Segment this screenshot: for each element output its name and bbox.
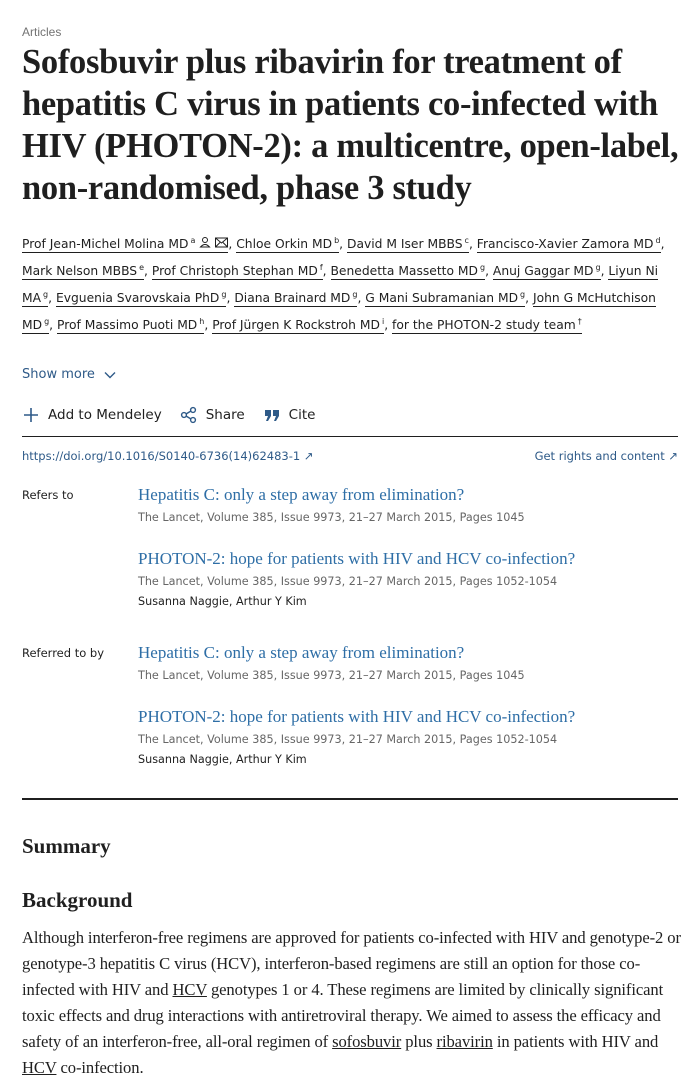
related-article-link[interactable]: Hepatitis C: only a step away from elimination? — [138, 643, 465, 662]
related-article-link[interactable]: PHOTON-2: hope for patients with HIV and HCV co-infection? — [138, 707, 576, 726]
term-link-hcv[interactable]: HCV — [22, 1058, 57, 1077]
show-more-button[interactable]: Show more — [22, 367, 117, 382]
author-link[interactable]: Prof Jürgen K Rockstroh MD $^i$ — [212, 317, 385, 332]
chevron-down-icon — [103, 368, 117, 382]
related-article-meta: The Lancet, Volume 385, Issue 9973, 21–27 March 2015, Pages 1052-1054 — [138, 733, 558, 746]
external-link-icon: ↗ — [303, 449, 314, 463]
author-link[interactable]: Evguenia Svarovskaia PhD $^g$ — [55, 290, 227, 305]
author-link[interactable]: Chloe Orkin MD $^b$ — [236, 236, 340, 251]
share-button[interactable]: Share — [180, 406, 245, 424]
author-link[interactable]: Francisco-Xavier Zamora MD $^d$ — [476, 236, 661, 251]
email-icon[interactable] — [215, 232, 228, 256]
term-link-sofosbuvir[interactable]: sofosbuvir — [332, 1032, 402, 1051]
author-link[interactable]: G Mani Subramanian MD $^g$ — [365, 290, 526, 305]
author-link[interactable]: Mark Nelson MBBS $^e$ — [22, 263, 145, 278]
rights-link[interactable]: Get rights and content ↗ — [534, 449, 678, 463]
term-link-hcv[interactable]: HCV — [172, 980, 207, 999]
related-article-link[interactable]: PHOTON-2: hope for patients with HIV and HCV co-infection? — [138, 549, 576, 568]
article-category: Articles — [22, 25, 62, 39]
background-paragraph: Although interferon-free regimens are approved for patients co-infected with HIV and genotype-2 or genotype-3 hepatitis C virus (HCV), interferon-based regimens are still an option for those co-infected with HIV and HCV genotypes 1 or 4. These regimens are limited by clinically significant toxic effects and drug interactions with antiretroviral therapy. We aimed to assess the efficacy and safety of an interferon-free, all-oral regimen of sofosbuvir plus ribavirin in patients with HIV and HCV co-infection. — [22, 928, 681, 1077]
referred-to-by-label: Referred to by — [22, 646, 105, 660]
divider — [22, 436, 678, 437]
related-article-authors: Susanna Naggie, Arthur Y Kim — [138, 753, 307, 766]
related-article-link[interactable]: Hepatitis C: only a step away from elimination? — [138, 485, 465, 504]
external-link-icon: ↗ — [668, 449, 678, 463]
person-icon[interactable] — [199, 232, 211, 256]
article-title: Sofosbuvir plus ribavirin for treatment of hepatitis C virus in patients co-infected with HIV (PHOTON-2): a multicentre, open-label, non-randomised, phase 3 study — [22, 43, 679, 207]
add-to-mendeley-button[interactable]: Add to Mendeley — [22, 406, 162, 424]
related-article — [138, 549, 678, 608]
author-link[interactable]: Prof Massimo Puoti MD $^h$ — [57, 317, 205, 332]
related-article — [138, 707, 678, 766]
article-actions — [22, 406, 315, 424]
author-link[interactable]: Anuj Gaggar MD $^g$ — [492, 263, 601, 278]
study-team-link[interactable]: for the PHOTON-2 study team † — [392, 317, 582, 332]
summary-heading: Summary — [22, 834, 111, 858]
author-link[interactable]: Prof Jean-Michel Molina MD $^a$ — [22, 237, 228, 253]
refers-to-section — [22, 485, 678, 628]
author-link[interactable]: Benedetta Massetto MD $^g$ — [330, 263, 486, 278]
quote-icon — [263, 406, 281, 424]
cite-button[interactable]: Cite — [263, 406, 316, 424]
related-article-meta: The Lancet, Volume 385, Issue 9973, 21–27 March 2015, Pages 1045 — [138, 669, 525, 682]
referred-to-by-section — [22, 643, 678, 786]
author-link[interactable]: David M Iser MBBS $^c$ — [346, 236, 469, 251]
related-article-meta: The Lancet, Volume 385, Issue 9973, 21–27 March 2015, Pages 1052-1054 — [138, 575, 558, 588]
related-article-authors: Susanna Naggie, Arthur Y Kim — [138, 595, 307, 608]
related-article — [138, 485, 678, 524]
background-heading: Background — [22, 888, 133, 912]
author-link[interactable]: Liyun Ni MA $^g$ — [22, 264, 659, 305]
share-icon — [180, 406, 198, 424]
plus-icon — [22, 406, 40, 424]
term-link-ribavirin[interactable]: ribavirin — [436, 1032, 493, 1051]
section-divider — [22, 798, 678, 800]
related-article — [138, 643, 678, 682]
refers-to-label: Refers to — [22, 488, 74, 502]
author-link[interactable]: Prof Christoph Stephan MD $^f$ — [151, 263, 323, 278]
author-link[interactable]: John G McHutchison MD $^g$ — [22, 291, 656, 332]
doi-link[interactable]: https://doi.org/10.1016/S0140-6736(14)62483-1 ↗ — [22, 449, 314, 463]
author-list: Prof Jean-Michel Molina MD $^a$ , Chloe Orkin MD $^b$, David M Iser MBBS $^c$, Francisco-Xavier Zamora MD $^d$, Mark Nelson MBBS $^e$, Prof Christoph Stephan MD $^f$, Benedetta Massetto MD $^g$, Anuj Gaggar MD $^g$, Liyun Ni MA $^g$, Evguenia Svarovskaia PhD $^g$, Diana Brainard MD $^g$, G Mani Subramanian MD $^g$, John G McHutchison MD $^g$, Prof Massimo Puoti MD $^h$, Prof Jürgen K Rockstroh MD $^i$, for the PHOTON-2 study team † — [22, 229, 682, 337]
related-article-meta: The Lancet, Volume 385, Issue 9973, 21–27 March 2015, Pages 1045 — [138, 511, 525, 524]
author-link[interactable]: Diana Brainard MD $^g$ — [234, 290, 358, 305]
